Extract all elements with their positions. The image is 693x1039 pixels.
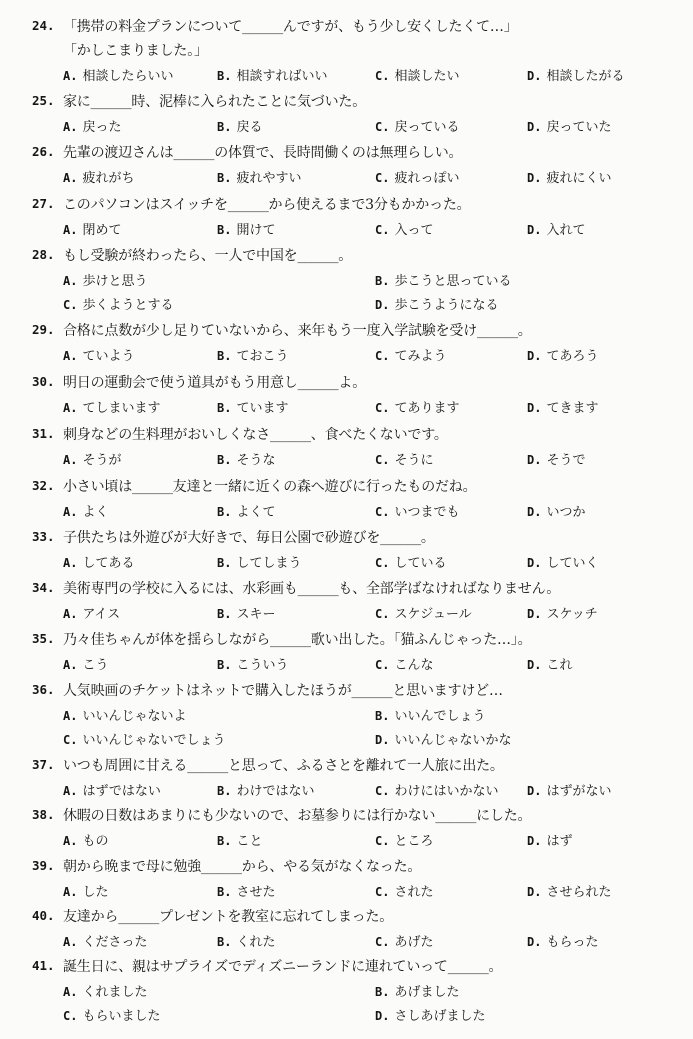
question-36 xyxy=(0,678,693,750)
option-c[interactable]: C. いいんじゃないでしょう xyxy=(63,733,226,748)
option-d[interactable]: D. はずがない xyxy=(527,784,612,799)
question-text: 明日の運動会で使う道具がもう用意し______よ。 xyxy=(63,375,366,391)
question-number: 35. xyxy=(32,631,55,646)
question-text: 家に______時、泥棒に入られたことに気づいた。 xyxy=(63,94,366,110)
option-c[interactable]: C. 入って xyxy=(375,223,434,238)
option-d[interactable]: D. さしあげました xyxy=(375,1009,486,1024)
question-text: いつも周囲に甘える______と思って、ふるさとを離れて一人旅に出た。 xyxy=(63,758,504,774)
question-number: 27. xyxy=(32,196,55,211)
option-c[interactable]: C. そうに xyxy=(375,453,434,468)
question-number: 39. xyxy=(32,858,55,873)
option-d[interactable]: D. これ xyxy=(527,658,573,673)
option-b[interactable]: B. 開けて xyxy=(217,223,276,238)
question-number: 41. xyxy=(32,958,55,973)
option-c[interactable]: C. 疲れっぽい xyxy=(375,171,460,186)
question-40 xyxy=(0,904,693,952)
question-number: 25. xyxy=(32,93,55,108)
question-38 xyxy=(0,803,693,851)
question-text: 乃々佳ちゃんが体を揺らしながら______歌い出した。「猫ふんじゃった…」。 xyxy=(63,632,532,648)
question-text: 誕生日に、親はサプライズでディズニーランドに連れていって______。 xyxy=(63,959,503,975)
option-a[interactable]: A. した xyxy=(63,885,109,900)
option-c[interactable]: C. いつまでも xyxy=(375,505,460,520)
question-text: 合格に点数が少し足りていないから、来年もう一度入学試験を受け______。 xyxy=(63,323,532,339)
option-c[interactable]: C. わけにはいかない xyxy=(375,784,499,799)
question-34 xyxy=(0,576,693,624)
question-35 xyxy=(0,627,693,675)
option-a[interactable]: A. はずではない xyxy=(63,784,161,799)
option-b[interactable]: B. 疲れやすい xyxy=(217,171,302,186)
option-b[interactable]: B. あげました xyxy=(375,985,460,1000)
question-number: 30. xyxy=(32,374,55,389)
question-number: 26. xyxy=(32,144,55,159)
question-text: 子供たちは外遊びが大好きで、毎日公園で砂遊びを______。 xyxy=(63,530,435,546)
option-a[interactable]: A. くださった xyxy=(63,935,148,950)
option-d[interactable]: D. てきます xyxy=(527,401,599,416)
question-text: 「携帯の料金プランについて______んですが、もう少し安くしたくて…」 xyxy=(63,19,518,35)
option-b[interactable]: B. よくて xyxy=(217,505,276,520)
option-a[interactable]: A. アイス xyxy=(63,607,121,622)
option-b[interactable]: B. 相談すればいい xyxy=(217,69,328,84)
option-c[interactable]: C. スケジュール xyxy=(375,607,472,622)
option-c[interactable]: C. している xyxy=(375,556,447,571)
option-c[interactable]: C. こんな xyxy=(375,658,434,673)
question-text: 小さい頃は______友達と一緒に近くの森へ遊びに行ったものだね。 xyxy=(63,479,477,495)
option-d[interactable]: D. てあろう xyxy=(527,349,599,364)
option-b[interactable]: B. いいんでしょう xyxy=(375,709,486,724)
question-25 xyxy=(0,89,693,137)
question-27 xyxy=(0,192,693,240)
question-39 xyxy=(0,854,693,902)
option-c[interactable]: C. 相談したい xyxy=(375,69,460,84)
option-a[interactable]: A. もの xyxy=(63,834,109,849)
option-c[interactable]: C. 戻っている xyxy=(375,120,460,135)
option-a[interactable]: A. 疲れがち xyxy=(63,171,135,186)
question-number: 38. xyxy=(32,807,55,822)
option-d[interactable]: D. 相談したがる xyxy=(527,69,625,84)
option-a[interactable]: A. くれました xyxy=(63,985,148,1000)
question-number: 28. xyxy=(32,247,55,262)
question-number: 36. xyxy=(32,682,55,697)
option-a[interactable]: A. 戻った xyxy=(63,120,122,135)
option-c[interactable]: C. あげた xyxy=(375,935,434,950)
option-d[interactable]: D. させられた xyxy=(527,885,612,900)
option-d[interactable]: D. いいんじゃないかな xyxy=(375,733,512,748)
option-c[interactable]: C. 歩くようとする xyxy=(63,298,174,313)
option-d[interactable]: D. 入れて xyxy=(527,223,586,238)
option-d[interactable]: D. もらった xyxy=(527,935,599,950)
question-26 xyxy=(0,140,693,188)
option-a[interactable]: A. こう xyxy=(63,658,109,673)
option-b[interactable]: B. そうな xyxy=(217,453,276,468)
option-b[interactable]: B. スキー xyxy=(217,607,276,622)
option-a[interactable]: A. ていよう xyxy=(63,349,135,364)
question-24 xyxy=(0,14,693,86)
question-number: 24. xyxy=(32,18,55,33)
question-number: 37. xyxy=(32,757,55,772)
option-a[interactable]: A. してある xyxy=(63,556,135,571)
question-text: 美術専門の学校に入るには、水彩画も______も、全部学ばなければなりません。 xyxy=(63,581,561,597)
option-a[interactable]: A. 歩けと思う xyxy=(63,274,148,289)
option-b[interactable]: B. 戻る xyxy=(217,120,263,135)
option-d[interactable]: D. いつか xyxy=(527,505,586,520)
question-text: もし受験が終わったら、一人で中国を______。 xyxy=(63,248,353,264)
question-41 xyxy=(0,954,693,1026)
option-c[interactable]: C. てあります xyxy=(375,401,460,416)
question-text: 先輩の渡辺さんは______の体質で、長時間働くのは無理らしい。 xyxy=(63,145,463,161)
question-text-continued: 「かしこまりました。」 xyxy=(63,43,208,59)
option-b[interactable]: B. こういう xyxy=(217,658,289,673)
question-number: 32. xyxy=(32,478,55,493)
question-text: 休暇の日数はあまりにも少ないので、お墓参りには行かない______にした。 xyxy=(63,808,532,824)
option-a[interactable]: A. いいんじゃないよ xyxy=(63,709,187,724)
question-text: 人気映画のチケットはネットで購入したほうが______と思いますけど… xyxy=(63,683,503,699)
question-text: このパソコンはスイッチを______から使えるまで3分もかかった。 xyxy=(63,197,471,213)
option-d[interactable]: D. そうで xyxy=(527,453,586,468)
option-d[interactable]: D. 戻っていた xyxy=(527,120,612,135)
question-text: 朝から晩まで母に勉強______から、やる気がなくなった。 xyxy=(63,859,422,875)
question-32 xyxy=(0,474,693,522)
question-37 xyxy=(0,753,693,801)
question-number: 40. xyxy=(32,908,55,923)
option-a[interactable]: A. てしまいます xyxy=(63,401,161,416)
option-b[interactable]: B. ておこう xyxy=(217,349,289,364)
option-c[interactable]: C. てみよう xyxy=(375,349,447,364)
option-d[interactable]: D. はず xyxy=(527,834,573,849)
option-a[interactable]: A. 閉めて xyxy=(63,223,122,238)
question-28 xyxy=(0,243,693,315)
option-d[interactable]: D. 疲れにくい xyxy=(527,171,612,186)
question-number: 29. xyxy=(32,322,55,337)
option-b[interactable]: B. くれた xyxy=(217,935,276,950)
option-b[interactable]: B. してしまう xyxy=(217,556,302,571)
option-b[interactable]: B. させた xyxy=(217,885,276,900)
option-b[interactable]: B. 歩こうと思っている xyxy=(375,274,512,289)
option-c[interactable]: C. もらいました xyxy=(63,1009,161,1024)
option-d[interactable]: D. していく xyxy=(527,556,599,571)
option-c[interactable]: C. ところ xyxy=(375,834,434,849)
question-29 xyxy=(0,318,693,366)
option-d[interactable]: D. 歩こうようになる xyxy=(375,298,499,313)
question-number: 33. xyxy=(32,529,55,544)
question-33 xyxy=(0,525,693,573)
option-d[interactable]: D. スケッチ xyxy=(527,607,598,622)
question-text: 友達から______プレゼントを教室に忘れてしまった。 xyxy=(63,909,394,925)
option-a[interactable]: A. 相談したらいい xyxy=(63,69,174,84)
question-30 xyxy=(0,370,693,418)
question-number: 31. xyxy=(32,426,55,441)
question-number: 34. xyxy=(32,580,55,595)
option-a[interactable]: A. よく xyxy=(63,505,109,520)
option-b[interactable]: B. わけではない xyxy=(217,784,315,799)
question-31 xyxy=(0,422,693,470)
question-text: 刺身などの生料理がおいしくなさ______、食べたくないです。 xyxy=(63,427,448,443)
option-a[interactable]: A. そうが xyxy=(63,453,122,468)
option-c[interactable]: C. された xyxy=(375,885,434,900)
option-b[interactable]: B. ています xyxy=(217,401,289,416)
option-b[interactable]: B. こと xyxy=(217,834,263,849)
